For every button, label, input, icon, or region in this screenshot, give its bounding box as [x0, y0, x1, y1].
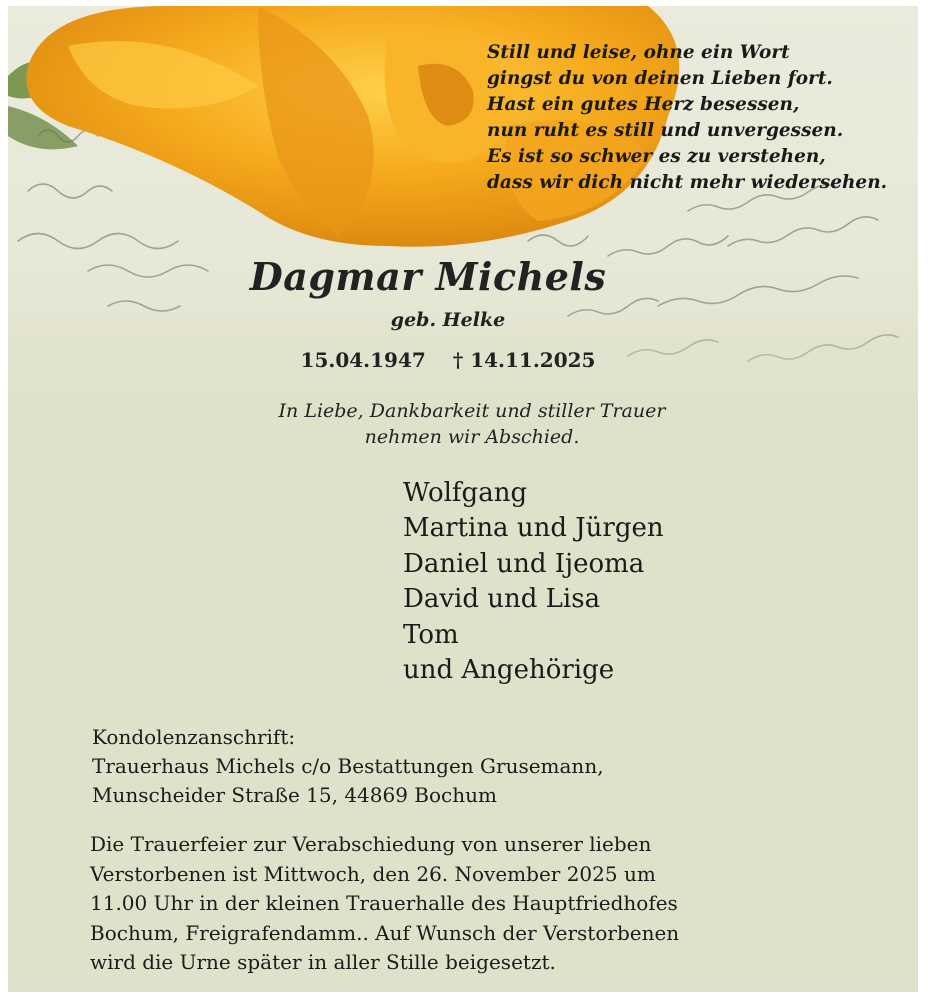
condolence-address	[92, 723, 604, 810]
mourners-list	[403, 476, 664, 688]
poem-line: nun ruht es still und unvergessen.	[487, 120, 844, 141]
death-date: † 14.11.2025	[452, 348, 596, 372]
mourner-name: Martina und Jürgen	[403, 513, 664, 544]
poem-line: dass wir dich nicht mehr wiedersehen.	[487, 172, 888, 193]
maiden-name: geb. Helke	[390, 309, 506, 331]
service-line: wird die Urne später in aller Stille beigesetzt.	[90, 950, 556, 974]
mourner-name: Daniel und Ijeoma	[403, 548, 645, 579]
memorial-poem	[487, 40, 907, 196]
farewell-line: In Liebe, Dankbarkeit und stiller Trauer	[278, 400, 666, 422]
obituary-notice	[8, 6, 918, 992]
poem-line: Hast ein gutes Herz besessen,	[487, 94, 800, 115]
service-line: Bochum, Freigrafendamm.. Auf Wunsch der Verstorbenen	[90, 920, 680, 945]
farewell-line: nehmen wir Abschied.	[364, 426, 580, 448]
service-line: Die Trauerfeier zur Verabschiedung von unserer lieben	[90, 832, 652, 856]
address-line: Kondolenzanschrift:	[92, 725, 296, 749]
poem-line: gingst du von deinen Lieben fort.	[487, 68, 833, 89]
poem-line: Es ist so schwer es zu verstehen,	[487, 146, 826, 167]
birth-date: 15.04.1947	[300, 348, 426, 372]
service-line: 11.00 Uhr in der kleinen Trauerhalle des Hauptfriedhofes	[90, 891, 678, 915]
service-line: Verstorbenen ist Mittwoch, den 26. November 2025 um	[90, 861, 656, 886]
funeral-service-info	[90, 830, 679, 978]
mourner-name: und Angehörige	[403, 655, 615, 686]
address-line: Trauerhaus Michels c/o Bestattungen Grusemann,	[92, 754, 604, 778]
mourner-name: Wolfgang	[403, 478, 528, 508]
life-dates	[8, 348, 888, 372]
poem-line: Still und leise, ohne ein Wort	[487, 42, 790, 63]
deceased-name: Dagmar Michels	[249, 254, 607, 299]
address-line: Munscheider Straße 15, 44869 Bochum	[92, 783, 497, 807]
mourner-name: Tom	[403, 619, 459, 650]
mourner-name: David und Lisa	[403, 584, 601, 615]
farewell-text	[8, 398, 918, 450]
